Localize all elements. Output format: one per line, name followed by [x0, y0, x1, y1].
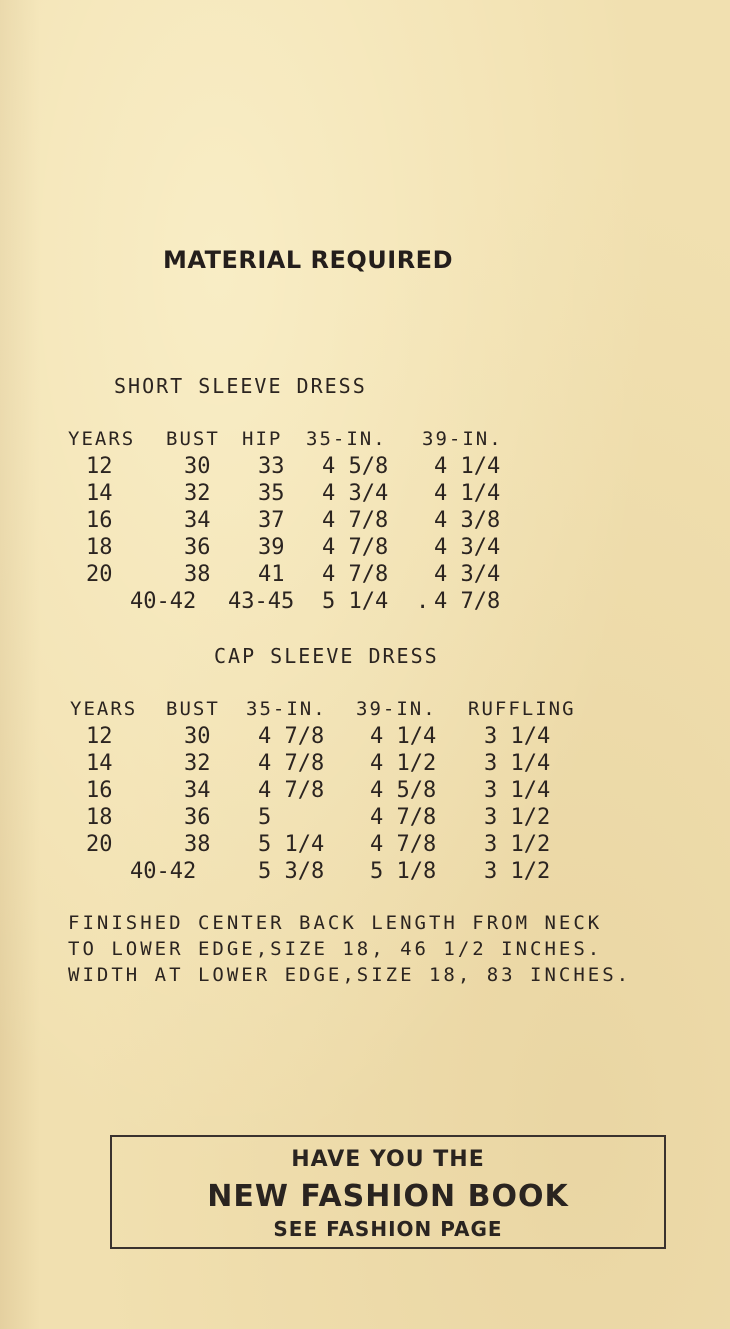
cell-bust: 38 — [184, 562, 211, 587]
cell-35-in: 5 1/4 — [322, 589, 389, 614]
table-row — [0, 859, 730, 885]
cell-bust: 38 — [184, 832, 211, 857]
cell-bust: 32 — [184, 751, 211, 776]
cell-35-in: 4 7/8 — [258, 751, 325, 776]
header-39-in: 39-IN. — [356, 698, 437, 720]
cap-sleeve-header-row — [0, 698, 730, 724]
note-line: WIDTH AT LOWER EDGE,SIZE 18, 83 INCHES. — [68, 964, 632, 986]
cell-years: 12 — [86, 724, 113, 749]
cell-bust: 34 — [184, 778, 211, 803]
cell-bust: 43-45 — [228, 589, 295, 614]
cell-hip: 37 — [258, 508, 285, 533]
cell-ruffling: 3 1/2 — [484, 832, 551, 857]
note-line: FINISHED CENTER BACK LENGTH FROM NECK — [68, 912, 603, 934]
cell-years: 14 — [86, 751, 113, 776]
cell-bust: 34 — [184, 508, 211, 533]
note-line: TO LOWER EDGE,SIZE 18, 46 1/2 INCHES. — [68, 938, 603, 960]
cell-ruffling: 3 1/4 — [484, 751, 551, 776]
header-bust: BUST — [166, 698, 220, 720]
cell-ruffling: 3 1/2 — [484, 859, 551, 884]
table-row — [0, 751, 730, 777]
header-39-in: 39-IN. — [422, 428, 503, 450]
cell-hip: 35 — [258, 481, 285, 506]
cell-hip: 41 — [258, 562, 285, 587]
header-35-in: 35-IN. — [306, 428, 387, 450]
cell-35-in: 4 7/8 — [322, 562, 389, 587]
short-sleeve-header-row — [0, 428, 730, 454]
cell-35-in: 4 3/4 — [322, 481, 389, 506]
ad-line-2: NEW FASHION BOOK — [207, 1179, 569, 1214]
cell-39-in: 4 5/8 — [370, 778, 437, 803]
header-bust: BUST — [166, 428, 220, 450]
table-row — [0, 724, 730, 750]
cell-39-in: 4 1/4 — [370, 724, 437, 749]
cell-bust: 36 — [184, 805, 211, 830]
table-row — [0, 832, 730, 858]
header-years: YEARS — [70, 698, 138, 720]
cell-years: 12 — [86, 454, 113, 479]
cell-35-in: 5 1/4 — [258, 832, 325, 857]
cell-ruffling: 3 1/4 — [484, 724, 551, 749]
table-row — [0, 481, 730, 507]
cap-sleeve-title: CAP SLEEVE DRESS — [214, 644, 439, 668]
cell-ruffling: 3 1/2 — [484, 805, 551, 830]
cell-39-in: 4 7/8 — [370, 832, 437, 857]
cell-35-in: 5 — [258, 805, 272, 830]
cell-35-in: 4 7/8 — [258, 724, 325, 749]
table-row — [0, 805, 730, 831]
cell-hip: 33 — [258, 454, 285, 479]
header-35-in: 35-IN. — [246, 698, 327, 720]
cell-39-in: 4 7/8 — [434, 589, 501, 614]
cell-39-in: 5 1/8 — [370, 859, 437, 884]
cell-35-in: 4 5/8 — [322, 454, 389, 479]
cell-years: 14 — [86, 481, 113, 506]
cell-years: 18 — [86, 535, 113, 560]
table-row — [0, 508, 730, 534]
ad-line-3: SEE FASHION PAGE — [273, 1217, 503, 1241]
cell-years: 20 — [86, 832, 113, 857]
cell-bust: 36 — [184, 535, 211, 560]
header-years: YEARS — [68, 428, 136, 450]
cell-bust: 30 — [184, 454, 211, 479]
cell-39-in: 4 7/8 — [370, 805, 437, 830]
cell-39-in: 4 3/8 — [434, 508, 501, 533]
cell-dot: . — [416, 589, 430, 614]
cell-years: 40-42 — [130, 589, 197, 614]
fashion-book-ad-box — [110, 1135, 666, 1249]
cell-35-in: 4 7/8 — [322, 508, 389, 533]
cell-39-in: 4 3/4 — [434, 562, 501, 587]
cell-35-in: 4 7/8 — [258, 778, 325, 803]
table-row — [0, 562, 730, 588]
header-ruffling: RUFFLING — [468, 698, 576, 720]
page-heading: MATERIAL REQUIRED — [163, 246, 453, 274]
cell-35-in: 5 3/8 — [258, 859, 325, 884]
cell-years: 16 — [86, 508, 113, 533]
table-row — [0, 535, 730, 561]
cell-years: 18 — [86, 805, 113, 830]
cell-ruffling: 3 1/4 — [484, 778, 551, 803]
cell-years: 16 — [86, 778, 113, 803]
cell-39-in: 4 1/4 — [434, 481, 501, 506]
cell-years: 20 — [86, 562, 113, 587]
header-hip: HIP — [242, 428, 283, 450]
table-row — [0, 778, 730, 804]
cell-bust: 32 — [184, 481, 211, 506]
ad-line-1: HAVE YOU THE — [291, 1147, 485, 1172]
cell-hip: 39 — [258, 535, 285, 560]
cell-bust: 30 — [184, 724, 211, 749]
cell-39-in: 4 1/2 — [370, 751, 437, 776]
cell-35-in: 4 7/8 — [322, 535, 389, 560]
table-row — [0, 454, 730, 480]
short-sleeve-title: SHORT SLEEVE DRESS — [114, 374, 367, 398]
cell-39-in: 4 3/4 — [434, 535, 501, 560]
table-row — [0, 589, 730, 615]
cell-39-in: 4 1/4 — [434, 454, 501, 479]
cell-years: 40-42 — [130, 859, 197, 884]
